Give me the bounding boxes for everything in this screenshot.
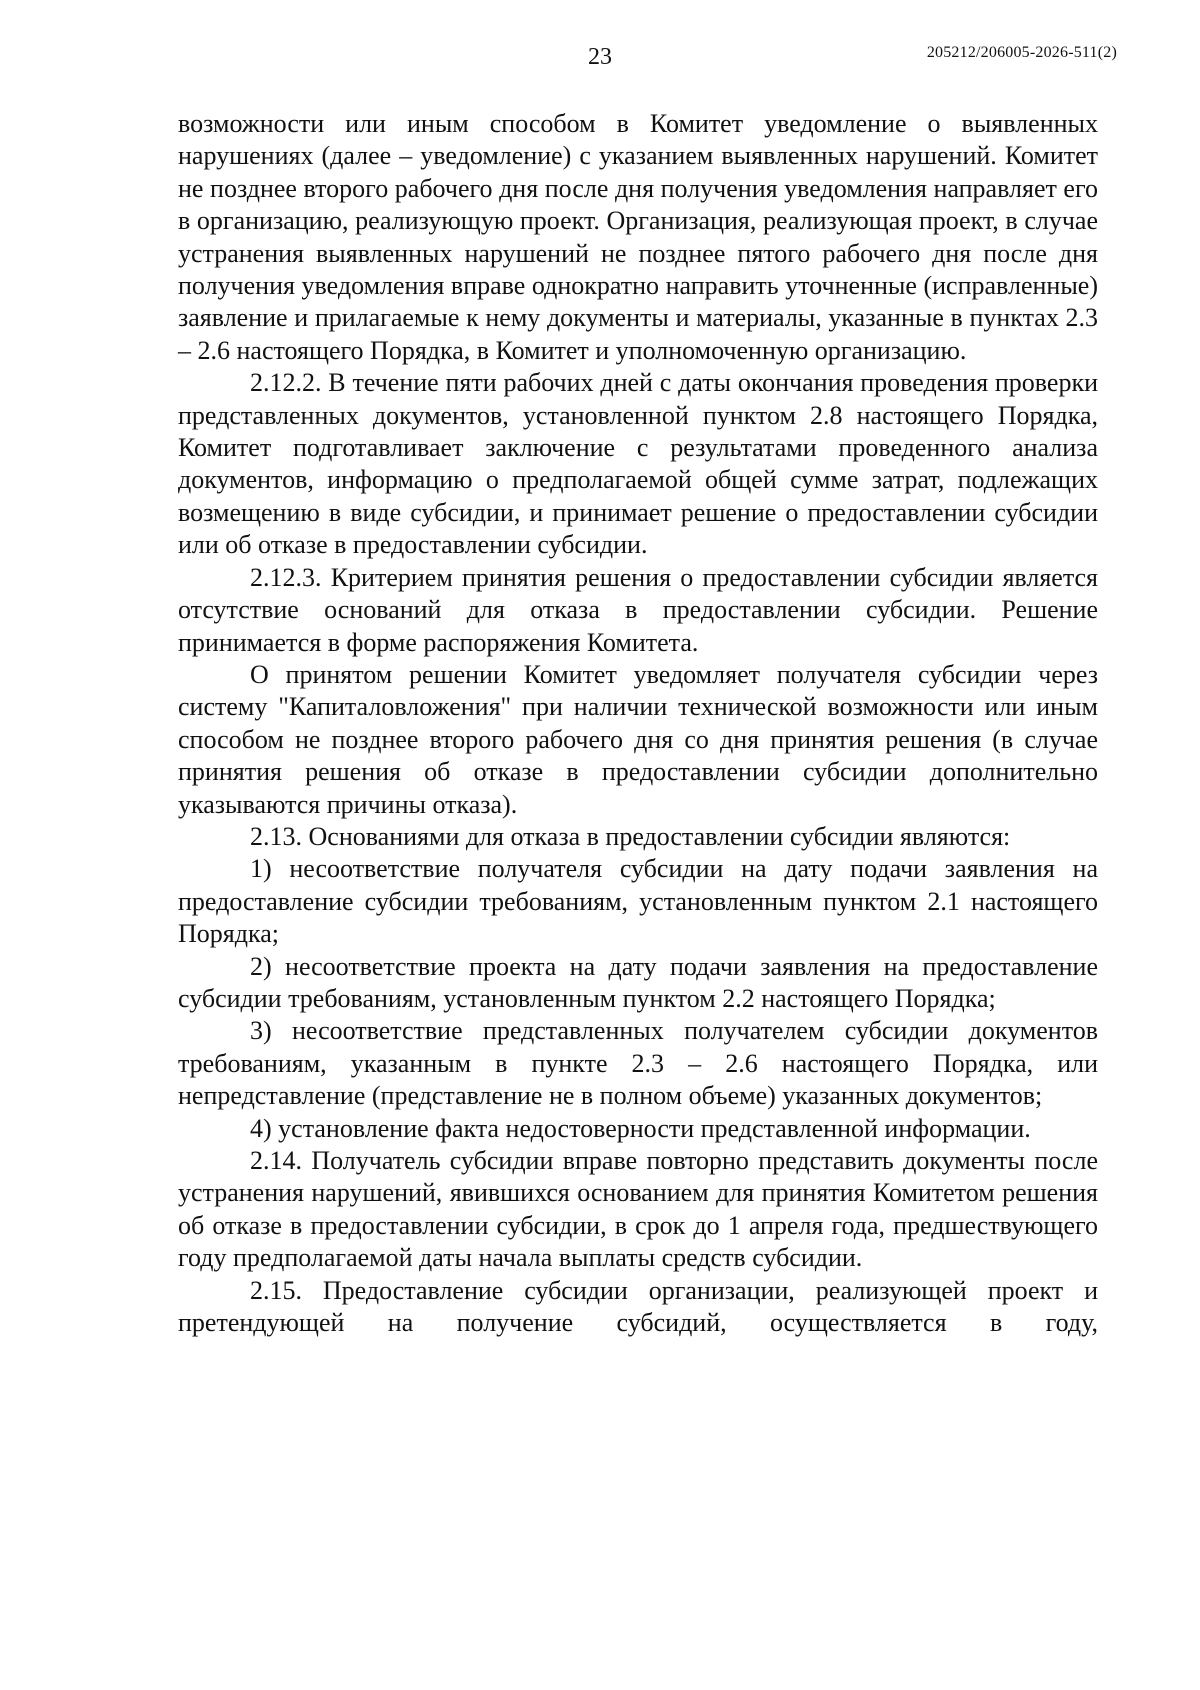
list-item-1: 1) несоответствие получателя субсидии на дату подачи заявления на предоставление субсидии требованиям, установленным пунктом 2.1 настоящего Порядка; <box>178 854 1098 949</box>
list-item-3: 3) несоответствие представленных получателем субсидии документов требованиям, указанным в пункте 2.3 – 2.6 настоящего Порядка, или непредставление (представление не в полном объеме) указанных документов; <box>178 1016 1098 1111</box>
page-number: 23 <box>588 44 612 70</box>
list-item-4: 4) установление факта недостоверности представленной информации. <box>250 1113 1031 1143</box>
document-body <box>178 108 1098 1339</box>
paragraph-2-12-2: 2.12.2. В течение пяти рабочих дней с даты окончания проведения проверки представленных документов, установленной пунктом 2.8 настоящего Порядка, Комитет подготавливает заключение с результатами проведенного анализа документов, информацию о предполагаемой общей сумме затрат, подлежащих возмещению в виде субсидии, и принимает решение о предоставлении субсидии или об отказе в предоставлении субсидии. <box>178 368 1098 560</box>
paragraph-decision-notice: О принятом решении Комитет уведомляет получателя субсидии через систему "Капиталовложения" при наличии технической возможности или иным способом не позднее второго рабочего дня со дня принятия решения (в случае принятия решения об отказе в предоставлении субсидии дополнительно указываются причины отказа). <box>178 659 1098 819</box>
list-item-2: 2) несоответствие проекта на дату подачи заявления на предоставление субсидии требованиям, установленным пунктом 2.2 настоящего Порядка; <box>178 951 1098 1013</box>
paragraph-continuation: возможности или иным способом в Комитет уведомление о выявленных нарушениях (далее – уведомление) с указанием выявленных нарушений. Комитет не позднее второго рабочего дня после дня получения уведомления направляет его в организацию, реализующую проект. Организация, реализующая проект, в случае устранения выявленных нарушений не позднее пятого рабочего дня после дня получения уведомления вправе однократно направить уточненные (исправленные) заявление и прилагаемые к нему документы и материалы, указанные в пунктах 2.3 – 2.6 настоящего Порядка, в Комитет и уполномоченную организацию. <box>178 109 1098 365</box>
document-code: 205212/206005-2026-511(2) <box>926 44 1117 61</box>
paragraph-2-15: 2.15. Предоставление субсидии организации, реализующей проект и претендующей на получение субсидий, осуществляется в году, <box>178 1275 1098 1338</box>
paragraph-2-13: 2.13. Основаниями для отказа в предоставлении субсидии являются: <box>250 821 1011 851</box>
paragraph-2-14: 2.14. Получатель субсидии вправе повторно представить документы после устранения нарушений, явившихся основанием для принятия Комитетом решения об отказе в предоставлении субсидии, в срок до 1 апреля года, предшествующего году предполагаемой даты начала выплаты средств субсидии. <box>178 1146 1098 1273</box>
paragraph-2-12-3: 2.12.3. Критерием принятия решения о предоставлении субсидии является отсутствие оснований для отказа в предоставлении субсидии. Решение принимается в форме распоряжения Комитета. <box>178 562 1098 657</box>
